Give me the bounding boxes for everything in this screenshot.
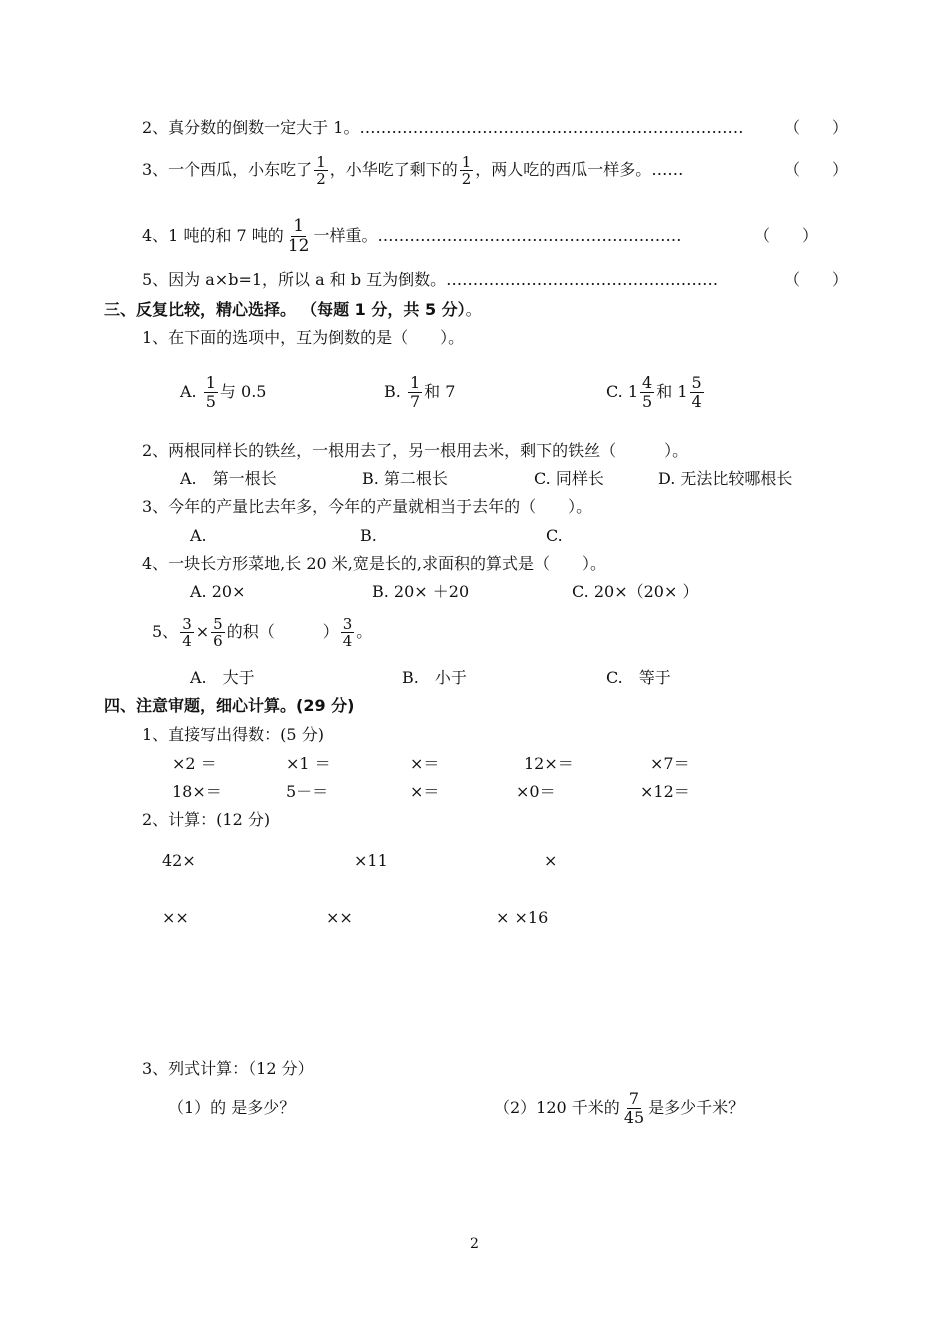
fraction [408,374,422,410]
judge-q3-text-a: 3、一个西瓜，小东吃了 [142,160,313,179]
s3-q5-stem [152,610,372,654]
s4-q1-r2-c3[interactable]: ×＝ [410,782,440,801]
denominator: 12 [287,236,310,256]
numerator: 1 [293,216,305,237]
fraction [286,217,312,255]
s4-q2-r2-c1[interactable]: ×× [162,908,189,927]
judge-q3-answer[interactable]: （ ） [784,160,849,179]
denominator: 5 [642,392,653,411]
denominator: 7 [409,392,421,411]
s3-q5-option-b[interactable]: B. 小于 [402,668,467,687]
question-text: 的积（ ） [226,622,339,641]
fraction [640,374,654,410]
s3-q2-option-c[interactable]: C. 同样长 [534,469,604,488]
denominator: 2 [316,170,326,188]
judge-q2 [142,118,743,138]
s3-q1-option-a[interactable] [180,370,266,414]
s3-q2-option-a[interactable]: A. 第一根长 [180,469,277,488]
s3-q3-option-a[interactable]: A. [190,526,207,545]
s4-q1-r1-c2[interactable]: ×1 ＝ [286,754,331,773]
judge-q3-text-c: ，两人吃的西瓜一样多。 [475,160,652,179]
denominator: 4 [342,632,353,650]
option-text: 和 7 [424,382,456,401]
option-label: A. [180,382,197,401]
fraction [622,1090,646,1126]
section3-score: （每题 1 分，共 5 分） [301,300,466,319]
s4-q2-r2-c3[interactable]: × ×16 [496,908,549,927]
numerator: 5 [691,373,702,393]
leader-dots: ………………………………………………… [377,226,682,245]
fraction [341,616,355,650]
question-end: 。 [356,622,373,641]
s4-q1-r1-c5[interactable]: ×7＝ [650,754,690,773]
numerator: 7 [628,1089,640,1109]
s3-q5-option-a[interactable]: A. 大于 [190,668,255,687]
s4-q1-r2-c5[interactable]: ×12＝ [640,782,690,801]
denominator: 4 [691,392,702,411]
s3-q2-stem: 2、两根同样长的铁丝，一根用去了，另一根用去米，剩下的铁丝（ ）。 [142,441,689,460]
numerator: 1 [205,373,216,393]
denominator: 4 [182,632,192,650]
denominator: 45 [623,1108,645,1127]
s4-q1-r2-c2[interactable]: 5－＝ [286,782,329,801]
numerator: 3 [342,614,353,633]
question-number: 5、 [152,622,179,641]
judge-q4-answer[interactable]: （ ） [754,226,819,245]
option-label: B. [384,382,401,401]
whole-number: 1 [627,382,639,401]
option-label: C. [606,382,623,401]
s3-q1-option-b[interactable] [384,370,455,414]
s4-q3-part2 [494,1088,744,1128]
denominator: 6 [213,632,223,650]
leader-dots: …………………………………………… [446,270,719,289]
s4-q2-r1-c1[interactable]: 42× [162,851,196,870]
s4-q3-part1: （1）的 是多少？ [168,1098,296,1117]
s4-q1-r2-c1[interactable]: 18×＝ [172,782,222,801]
numerator: 5 [213,614,223,633]
numerator: 3 [182,614,192,633]
section3-tail: 。 [465,300,482,319]
judge-q2-answer[interactable]: （ ） [784,118,849,137]
numerator: 1 [316,152,326,171]
judge-q3 [142,150,683,190]
fraction [180,616,194,650]
denominator: 5 [205,392,216,411]
s4-q1-title: 1、直接写出得数：(5 分) [142,725,324,744]
page-number: 2 [470,1236,479,1252]
numerator: 1 [409,373,421,393]
s4-q2-title: 2、计算：(12 分) [142,810,271,829]
fraction [314,154,328,188]
s4-q2-r2-c2[interactable]: ×× [326,908,353,927]
judge-q5-answer[interactable]: （ ） [784,270,849,289]
s3-q1-option-c[interactable] [606,370,706,414]
denominator: 2 [461,170,472,188]
times-sign: × [195,622,210,641]
s3-q2-option-b[interactable]: B. 第二根长 [362,469,448,488]
judge-q3-text-b: ，小华吃了剩下的 [329,160,458,179]
s3-q3-option-b[interactable]: B. [360,526,377,545]
leader-dots: ……………………………………………………………… [359,118,744,137]
s4-q1-r1-c3[interactable]: ×＝ [410,754,440,773]
judge-q4 [142,216,681,256]
judge-q4-text-b: 一样重。 [313,226,378,245]
s3-q2-option-d[interactable]: D. 无法比较哪根长 [658,469,793,488]
s4-q1-r1-c1[interactable]: ×2 ＝ [172,754,217,773]
judge-q5-text: 5、因为 a×b=1，所以 a 和 b 互为倒数。 [142,270,447,289]
s3-q4-option-b[interactable]: B. 20× ＋20 [372,582,470,601]
part2-text-a: （2）120 千米的 [494,1098,620,1117]
section3-heading [104,300,482,320]
s3-q3-option-c[interactable]: C. [546,526,563,545]
s3-q1-stem: 1、在下面的选项中，互为倒数的是（ ）。 [142,328,465,347]
option-text: 和 1 [656,382,688,401]
fraction [204,374,218,410]
numerator: 4 [642,373,653,393]
leader-dots: …… [651,160,684,179]
s4-q1-r1-c4[interactable]: 12×＝ [524,754,574,773]
fraction [460,154,474,188]
section4-heading: 四、注意审题，细心计算。(29 分) [104,696,355,715]
numerator: 1 [461,152,472,171]
fraction [211,616,225,650]
option-text: 与 0.5 [219,382,267,401]
s3-q5-option-c[interactable]: C. 等于 [606,668,671,687]
s3-q4-option-c[interactable]: C. 20×（20× ） [572,582,699,601]
judge-q2-text: 2、真分数的倒数一定大于 1。 [142,118,360,137]
s4-q1-r2-c4[interactable]: ×0＝ [516,782,556,801]
s3-q4-option-a[interactable]: A. 20× [190,582,246,601]
s4-q3-title: 3、列式计算：（12 分） [142,1059,314,1078]
part2-text-b: 是多少千米？ [648,1098,745,1117]
s4-q2-r1-c3[interactable]: × [544,851,558,870]
s4-q2-r1-c2[interactable]: ×11 [354,851,388,870]
judge-q5 [142,270,718,290]
s3-q4-stem: 4、一块长方形菜地,长 20 米,宽是长的,求面积的算式是（ ）。 [142,554,606,573]
fraction [690,374,704,410]
section3-title: 三、反复比较，精心选择。 [104,300,297,319]
judge-q4-text-a: 4、1 吨的和 7 吨的 [142,226,284,245]
s3-q3-stem: 3、今年的产量比去年多，今年的产量就相当于去年的（ ）。 [142,497,593,516]
